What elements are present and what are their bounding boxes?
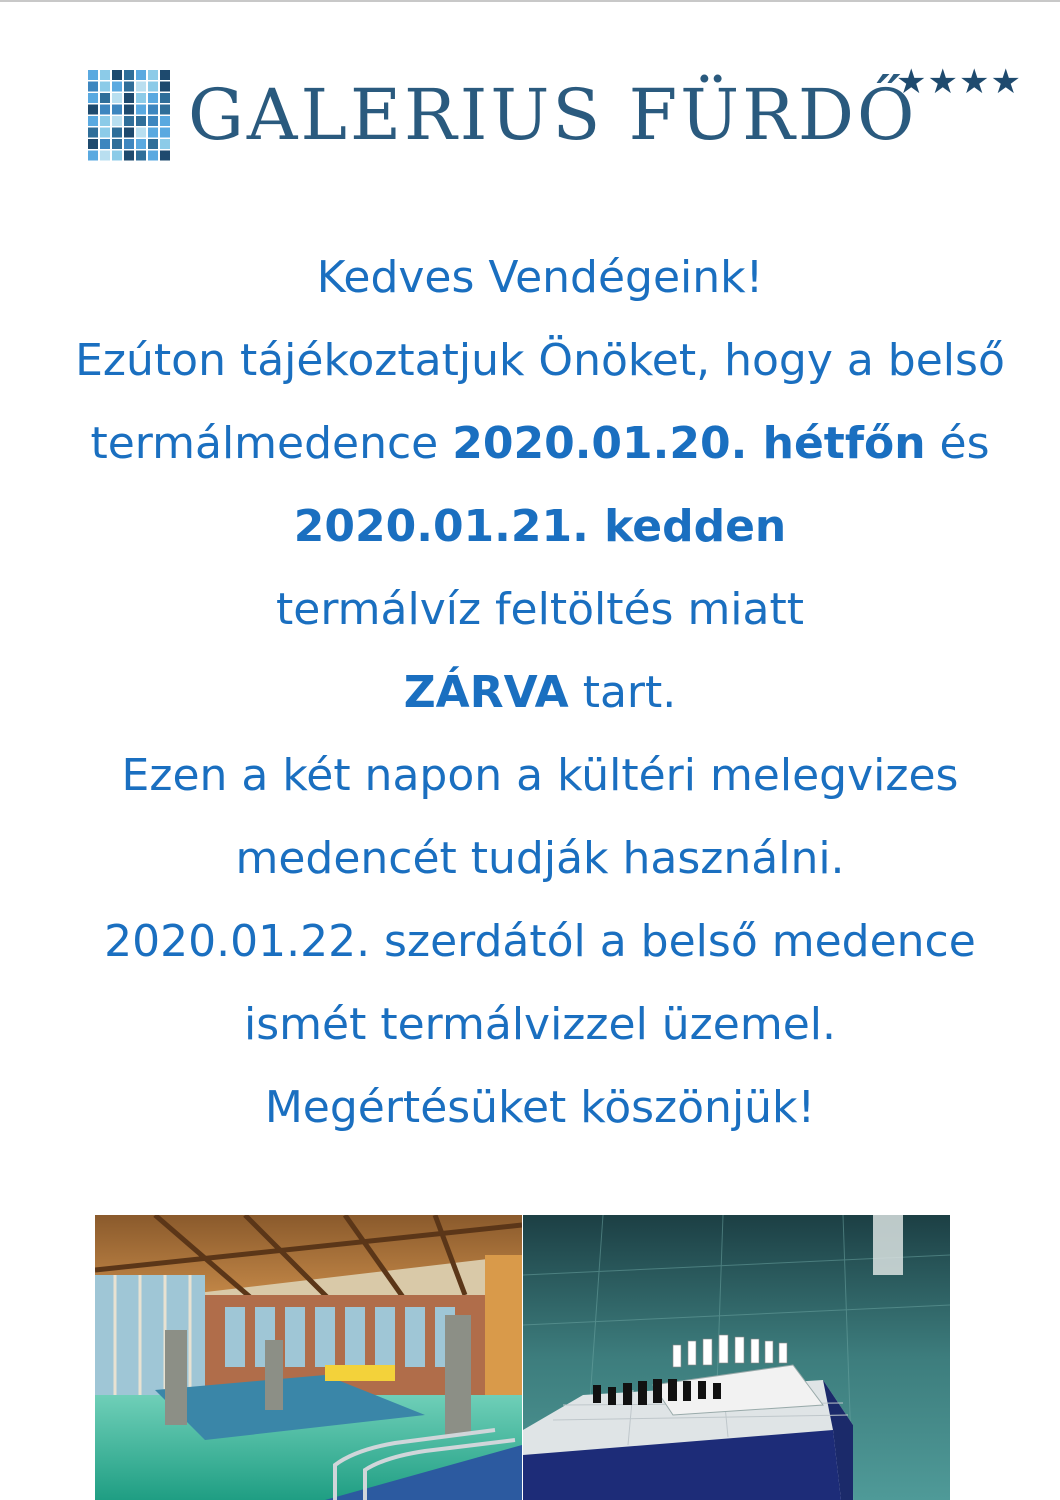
pool-chess-board-photo	[523, 1215, 950, 1500]
notice-line-2-prefix: termálmedence	[90, 418, 453, 469]
mosaic-tile	[136, 116, 146, 126]
brand-name: GALERIUS FÜRDŐ	[188, 74, 918, 156]
mosaic-tile	[112, 82, 122, 92]
notice-line-5-suffix: tart.	[568, 667, 677, 718]
notice-line-5	[20, 651, 1060, 734]
mosaic-tile	[148, 128, 158, 138]
notice-line-1: Ezúton tájékoztatjuk Önöket, hogy a belső	[75, 335, 1005, 386]
top-border	[0, 0, 1060, 2]
mosaic-tile	[148, 82, 158, 92]
mosaic-tile	[100, 139, 110, 149]
mosaic-tile	[160, 128, 170, 138]
mosaic-tile	[112, 70, 122, 80]
mosaic-tile	[160, 93, 170, 103]
mosaic-tile	[100, 70, 110, 80]
closure-date-1: 2020.01.20. hétfőn	[452, 418, 926, 469]
mosaic-tile	[136, 93, 146, 103]
mosaic-tile	[124, 105, 134, 115]
mosaic-tile	[88, 105, 98, 115]
notice-line-10: Megértésüket köszönjük!	[264, 1082, 816, 1133]
mosaic-tile	[124, 128, 134, 138]
notice-line-8: 2020.01.22. szerdától a belső medence	[104, 916, 976, 967]
mosaic-tile	[88, 70, 98, 80]
notice-line-2-suffix: és	[925, 418, 990, 469]
notice-text	[20, 236, 1060, 1149]
closed-label: ZÁRVA	[403, 667, 569, 718]
mosaic-tile	[112, 105, 122, 115]
mosaic-tile	[88, 93, 98, 103]
mosaic-tile	[100, 128, 110, 138]
closure-date-2: 2020.01.21. kedden	[293, 501, 787, 552]
mosaic-tile	[124, 116, 134, 126]
mosaic-tile	[100, 93, 110, 103]
mosaic-tile	[148, 70, 158, 80]
mosaic-tile	[148, 116, 158, 126]
mosaic-tile	[136, 151, 146, 161]
mosaic-tile	[136, 70, 146, 80]
mosaic-tile	[148, 139, 158, 149]
notice-line-3	[20, 485, 1060, 568]
mosaic-tile	[112, 139, 122, 149]
mosaic-tile	[136, 139, 146, 149]
notice-line-6: Ezen a két napon a kültéri melegvizes	[121, 750, 959, 801]
mosaic-tile	[160, 70, 170, 80]
mosaic-tile	[160, 116, 170, 126]
mosaic-tile	[124, 70, 134, 80]
greeting: Kedves Vendégeink!	[316, 252, 764, 303]
mosaic-tile	[124, 139, 134, 149]
mosaic-tile	[88, 139, 98, 149]
mosaic-tile	[88, 128, 98, 138]
mosaic-tile	[112, 128, 122, 138]
mosaic-tile	[124, 82, 134, 92]
mosaic-tile	[88, 116, 98, 126]
mosaic-tile	[100, 116, 110, 126]
mosaic-tile	[160, 105, 170, 115]
mosaic-tile	[160, 151, 170, 161]
mosaic-tile	[160, 82, 170, 92]
notice-line-4: termálvíz feltöltés miatt	[276, 584, 804, 635]
notice-line-2	[20, 402, 1060, 485]
mosaic-tile	[100, 105, 110, 115]
indoor-thermal-pool-photo	[95, 1215, 522, 1500]
notice-line-7: medencét tudják használni.	[235, 833, 845, 884]
mosaic-tile	[112, 93, 122, 103]
mosaic-tile	[136, 128, 146, 138]
mosaic-tile	[112, 116, 122, 126]
galerius-logo	[88, 62, 1028, 172]
mosaic-logo-icon	[88, 70, 172, 162]
mosaic-tile	[148, 105, 158, 115]
mosaic-tile	[88, 82, 98, 92]
mosaic-tile	[88, 151, 98, 161]
mosaic-tile	[136, 105, 146, 115]
mosaic-tile	[100, 82, 110, 92]
notice-line-9: ismét termálvizzel üzemel.	[244, 999, 836, 1050]
mosaic-tile	[148, 93, 158, 103]
mosaic-tile	[112, 151, 122, 161]
mosaic-tile	[148, 151, 158, 161]
mosaic-tile	[100, 151, 110, 161]
mosaic-tile	[160, 139, 170, 149]
mosaic-tile	[136, 82, 146, 92]
rating-stars: ★★★★	[896, 62, 1022, 102]
mosaic-tile	[124, 151, 134, 161]
photo-strip	[95, 1215, 950, 1500]
mosaic-tile	[124, 93, 134, 103]
